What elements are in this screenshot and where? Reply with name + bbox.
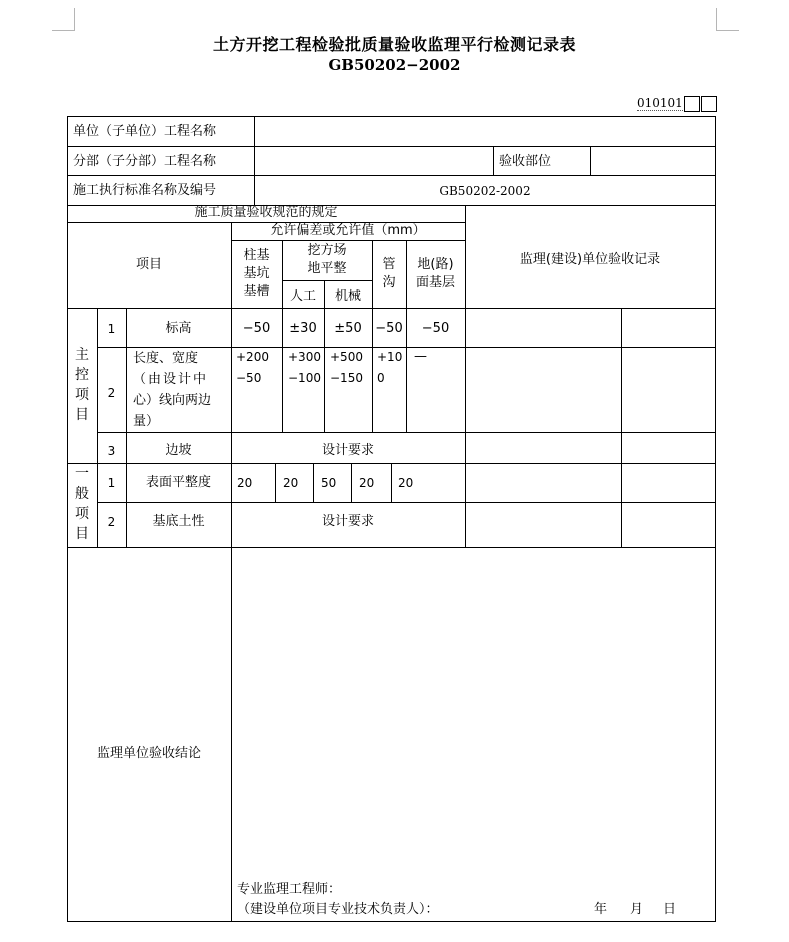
col-manual-header: 人工 bbox=[289, 289, 316, 304]
col-pipe-header bbox=[372, 256, 406, 292]
general-items-label bbox=[67, 464, 97, 544]
record-header: 监理(建设)单位验收记录 bbox=[519, 252, 661, 267]
main-row1-v5: −50 bbox=[421, 321, 450, 336]
allowance-header: 允许偏差或允许值（mm） bbox=[270, 223, 426, 238]
col-excavation-header bbox=[282, 242, 372, 278]
standard-label: 施工执行标准名称及编号 bbox=[73, 183, 217, 198]
main-row1-v1: −50 bbox=[242, 321, 271, 336]
main-row2-v4a: +10 bbox=[377, 350, 403, 364]
col-foundation-line: 基坑 bbox=[243, 266, 270, 281]
col-machine-header: 机械 bbox=[334, 289, 361, 304]
unit-name-field[interactable] bbox=[255, 117, 715, 146]
record-cell[interactable] bbox=[622, 309, 715, 347]
main-label-char: 目 bbox=[75, 407, 89, 423]
main-row2-v2b: −100 bbox=[288, 371, 321, 385]
document-title: 土方开挖工程检验批质量验收监理平行检测记录表 bbox=[212, 35, 576, 54]
general-row1-name: 表面平整度 bbox=[145, 475, 211, 490]
main-row1-v2: ±30 bbox=[289, 321, 317, 336]
unit-name-label: 单位（子单位）工程名称 bbox=[73, 124, 217, 139]
col-foundation-line: 基槽 bbox=[243, 284, 270, 299]
main-row2-v1b: −50 bbox=[236, 371, 262, 385]
spec-header: 施工质量验收规范的规定 bbox=[194, 205, 338, 220]
general-row1-v5: 20 bbox=[398, 476, 414, 490]
main-row2-name-line: 量） bbox=[133, 414, 160, 429]
main-row3-no: 3 bbox=[107, 444, 116, 458]
main-row1-name: 标高 bbox=[165, 321, 192, 336]
record-cell[interactable] bbox=[466, 309, 621, 347]
conclusion-label: 监理单位验收结论 bbox=[96, 746, 201, 761]
main-row2-v2a: +300 bbox=[288, 350, 321, 364]
main-row2-v3b: −150 bbox=[330, 371, 363, 385]
general-row1-v2: 20 bbox=[283, 476, 299, 490]
main-row2-name bbox=[133, 348, 229, 432]
standard-value: GB50202-2002 bbox=[439, 184, 531, 198]
general-row2-name: 基底土性 bbox=[152, 514, 205, 529]
main-items-label bbox=[67, 345, 97, 425]
general-row1-no: 1 bbox=[107, 476, 116, 490]
date-year: 年 bbox=[594, 902, 608, 917]
document-subtitle: GB50202−2002 bbox=[328, 56, 461, 74]
main-row1-no: 1 bbox=[107, 322, 116, 336]
general-label-char: 目 bbox=[75, 526, 89, 542]
item-header: 项目 bbox=[135, 257, 162, 272]
main-row2-v1a: +200 bbox=[236, 350, 269, 364]
general-row2-value: 设计要求 bbox=[321, 514, 374, 529]
col-road-line: 地(路) bbox=[417, 257, 454, 272]
col-pipe-line: 管 bbox=[382, 257, 396, 272]
conclusion-field[interactable] bbox=[232, 548, 715, 878]
subunit-name-field[interactable] bbox=[255, 147, 493, 175]
main-row3-name: 边坡 bbox=[165, 443, 192, 458]
col-road-header bbox=[406, 256, 465, 292]
general-row1-v4: 20 bbox=[359, 476, 375, 490]
main-label-char: 控 bbox=[75, 367, 89, 383]
main-row2-v4b: 0 bbox=[377, 371, 385, 385]
col-road-line: 面基层 bbox=[415, 275, 455, 290]
date-day: 日 bbox=[663, 902, 677, 917]
main-row2-name-line: （由设计中 bbox=[133, 372, 209, 387]
col-foundation-line: 柱基 bbox=[243, 248, 270, 263]
record-cell[interactable] bbox=[466, 464, 621, 502]
general-label-char: 般 bbox=[75, 486, 89, 502]
general-label-char: 一 bbox=[75, 466, 89, 482]
general-row2-no: 2 bbox=[107, 515, 116, 529]
general-row1-v3: 50 bbox=[321, 476, 337, 490]
main-label-char: 主 bbox=[75, 347, 89, 363]
record-cell[interactable] bbox=[622, 348, 715, 432]
main-row3-value: 设计要求 bbox=[321, 443, 374, 458]
main-label-char: 项 bbox=[75, 387, 89, 403]
col-excavation-line: 挖方场 bbox=[307, 243, 347, 258]
owner-label: （建设单位项目专业技术负责人）： bbox=[237, 902, 439, 917]
subunit-name-label: 分部（子分部）工程名称 bbox=[73, 154, 217, 169]
record-cell[interactable] bbox=[622, 464, 715, 502]
record-cell[interactable] bbox=[622, 503, 715, 547]
main-row2-v3a: +500 bbox=[330, 350, 363, 364]
record-cell[interactable] bbox=[466, 503, 621, 547]
engineer-label: 专业监理工程师： bbox=[237, 882, 342, 897]
form-code: 010101 bbox=[637, 96, 683, 110]
col-foundation-header bbox=[231, 247, 282, 301]
date-month: 月 bbox=[630, 902, 644, 917]
record-cell[interactable] bbox=[622, 433, 715, 463]
main-row2-no: 2 bbox=[107, 386, 116, 400]
record-cell[interactable] bbox=[466, 348, 621, 432]
main-row1-v3: ±50 bbox=[334, 321, 362, 336]
main-row2-name-line: 长度、宽度 bbox=[133, 351, 199, 366]
acceptance-part-field[interactable] bbox=[591, 147, 715, 175]
col-pipe-line: 沟 bbox=[382, 275, 396, 290]
main-row2-name-line: 心）线向两边 bbox=[133, 393, 212, 408]
general-label-char: 项 bbox=[75, 506, 89, 522]
acceptance-part-label: 验收部位 bbox=[499, 154, 552, 169]
record-cell[interactable] bbox=[466, 433, 621, 463]
col-excavation-line: 地平整 bbox=[307, 261, 347, 276]
main-row2-v5: — bbox=[414, 349, 427, 364]
main-row1-v4: −50 bbox=[375, 321, 403, 336]
general-row1-v1: 20 bbox=[237, 476, 253, 490]
